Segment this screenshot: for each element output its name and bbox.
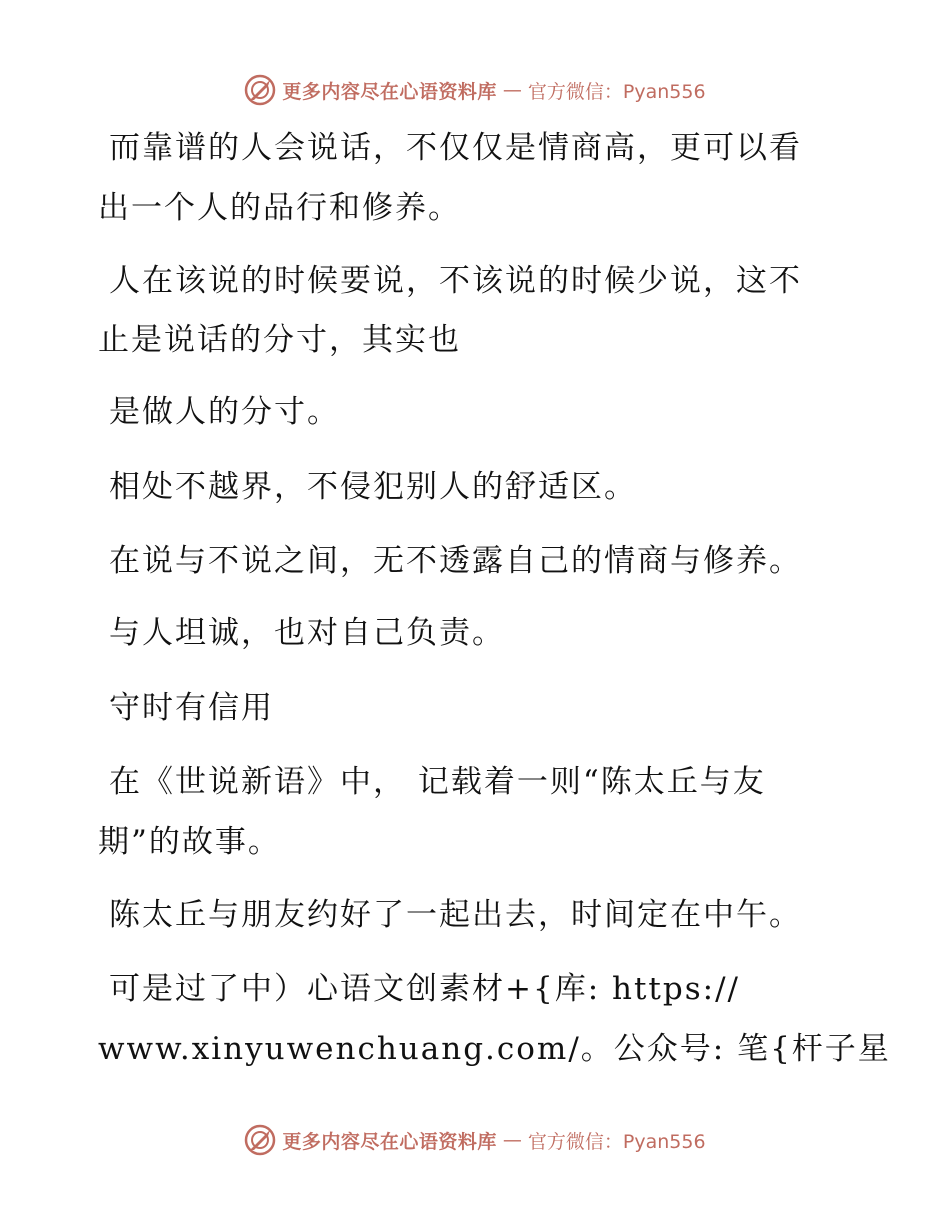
paragraph-line: 止是说话的分寸，其实也 bbox=[98, 322, 461, 358]
paragraph-line: 是做人的分寸。 bbox=[109, 394, 340, 430]
header-banner bbox=[0, 70, 950, 110]
paragraph-line: 陈太丘与朋友约好了一起出去，时间定在中午。 bbox=[109, 897, 802, 933]
paragraph-line: 与人坦诚，也对自己负责。 bbox=[109, 615, 505, 651]
section-heading: 守时有信用 bbox=[109, 690, 274, 726]
paragraph-line: 出一个人的品行和修养。 bbox=[98, 190, 461, 226]
footer-banner-text: 更多内容尽在心语资料库 bbox=[282, 1130, 497, 1153]
header-banner-wechat: 官方微信：Pyan556 bbox=[527, 80, 706, 103]
footer-banner bbox=[0, 1120, 950, 1160]
paragraph-line: 相处不越界，不侵犯别人的舒适区。 bbox=[109, 469, 637, 505]
paragraph-line: 在说与不说之间，无不透露自己的情商与修养。 bbox=[109, 543, 802, 579]
paragraph-line: 期”的故事。 bbox=[98, 824, 281, 860]
footer-banner-separator: — bbox=[502, 1129, 522, 1151]
quill-logo-icon bbox=[244, 1124, 276, 1156]
footer-banner-wechat: 官方微信：Pyan556 bbox=[527, 1130, 706, 1153]
header-banner-separator: — bbox=[502, 79, 522, 101]
paragraph-line: 而靠谱的人会说话，不仅仅是情商高，更可以看 bbox=[109, 130, 802, 166]
paragraph-line: 在《世说新语》中， 记载着一则“陈太丘与友 bbox=[109, 764, 766, 800]
paragraph-line: www.xinyuwenchuang.com/。公众号: 笔{杆子星 bbox=[98, 1031, 891, 1067]
header-banner-text: 更多内容尽在心语资料库 bbox=[282, 80, 497, 103]
paragraph-line: 可是过了中）心语文创素材+{库: https:// bbox=[109, 971, 740, 1007]
paragraph-line: 人在该说的时候要说，不该说的时候少说，这不 bbox=[109, 263, 802, 299]
quill-logo-icon bbox=[244, 74, 276, 106]
